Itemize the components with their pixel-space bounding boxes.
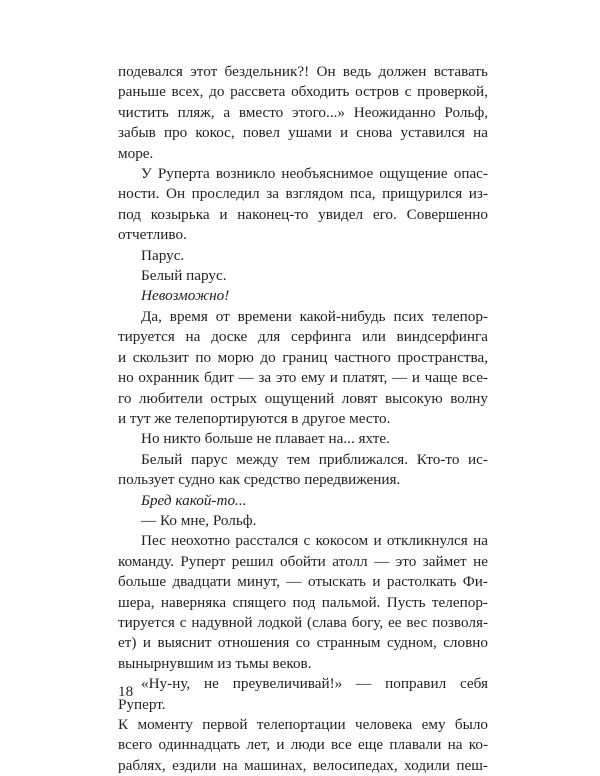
text-line: вынырнувшим из тьмы веков. xyxy=(118,654,312,672)
text-line: и тут же телепортируются в другое место. xyxy=(118,409,391,427)
text-line: — Ко мне, Рольф. xyxy=(141,511,257,529)
text-line: забыв про кокос, повел ушами и снова уставился на xyxy=(118,124,488,142)
text-line: раньше всех, до рассвета обходить остров с проверкой, xyxy=(118,83,488,101)
text-line: Бред какой-то... xyxy=(141,491,247,509)
text-line: пользует судно как средство передвижения. xyxy=(118,471,401,489)
text-line: «Ну-ну, не преувеличивай!» — поправил себя Руперт. xyxy=(118,675,488,713)
text-line: Да, время от времени какой-нибудь псих телепор- xyxy=(141,307,488,325)
text-line: ет) и выяснит отношения со странным судном, словно xyxy=(118,634,488,652)
text-line: больше двадцати минут, — отыскать и растолкать Фи- xyxy=(118,573,488,591)
text-line: Пес неохотно расстался с кокосом и откликнулся на xyxy=(141,532,488,550)
text-line: раблях, ездили на машинах, велосипедах, ходили пеш- xyxy=(118,756,488,774)
text-line: ности. Он проследил за взглядом пса, прищурился из- xyxy=(118,185,488,203)
text-line: У Руперта возникло необъяснимое ощущение опас- xyxy=(141,165,488,183)
text-line: го любители острых ощущений ловят высокую волну xyxy=(118,389,488,407)
text-line: подевался этот бездельник?! Он ведь должен вставать xyxy=(118,63,488,80)
text-line: тируется на доске для серфинга или виндсерфинга xyxy=(118,328,488,346)
text-line: К моменту первой телепортации человека ему было xyxy=(118,716,488,733)
text-line: море. xyxy=(118,144,154,162)
text-line: Белый парус между тем приближался. Кто-то ис- xyxy=(141,450,488,468)
text-line: Но никто больше не плавает на... яхте. xyxy=(141,430,390,448)
page-number: 18 xyxy=(118,683,134,700)
text-line: отчетливо. xyxy=(118,226,187,244)
text-line: тируется с надувной лодкой (слава богу, ее вес позволя- xyxy=(118,613,488,631)
text-line: Невозможно! xyxy=(141,287,230,305)
text-line: всего одиннадцать лет, и люди все еще плавали на ко- xyxy=(118,736,488,754)
text-line: но охранник бдит — за это ему и платят, — и чаще все- xyxy=(118,369,488,387)
body-text xyxy=(118,62,488,776)
text-line: команду. Руперт решил обойти атолл — это займет не xyxy=(118,552,488,570)
text-line: чистить пляж, а вместо этого...» Неожиданно Рольф, xyxy=(118,103,488,121)
text-line: Белый парус. xyxy=(141,267,227,285)
text-line: под козырька и наконец-то увидел его. Совершенно xyxy=(118,205,488,223)
text-line: Парус. xyxy=(141,246,185,264)
text-line: шера, наверняка спящего под пальмой. Пусть телепор- xyxy=(118,593,488,611)
text-line: и скользит по морю до границ частного пространства, xyxy=(118,348,488,366)
